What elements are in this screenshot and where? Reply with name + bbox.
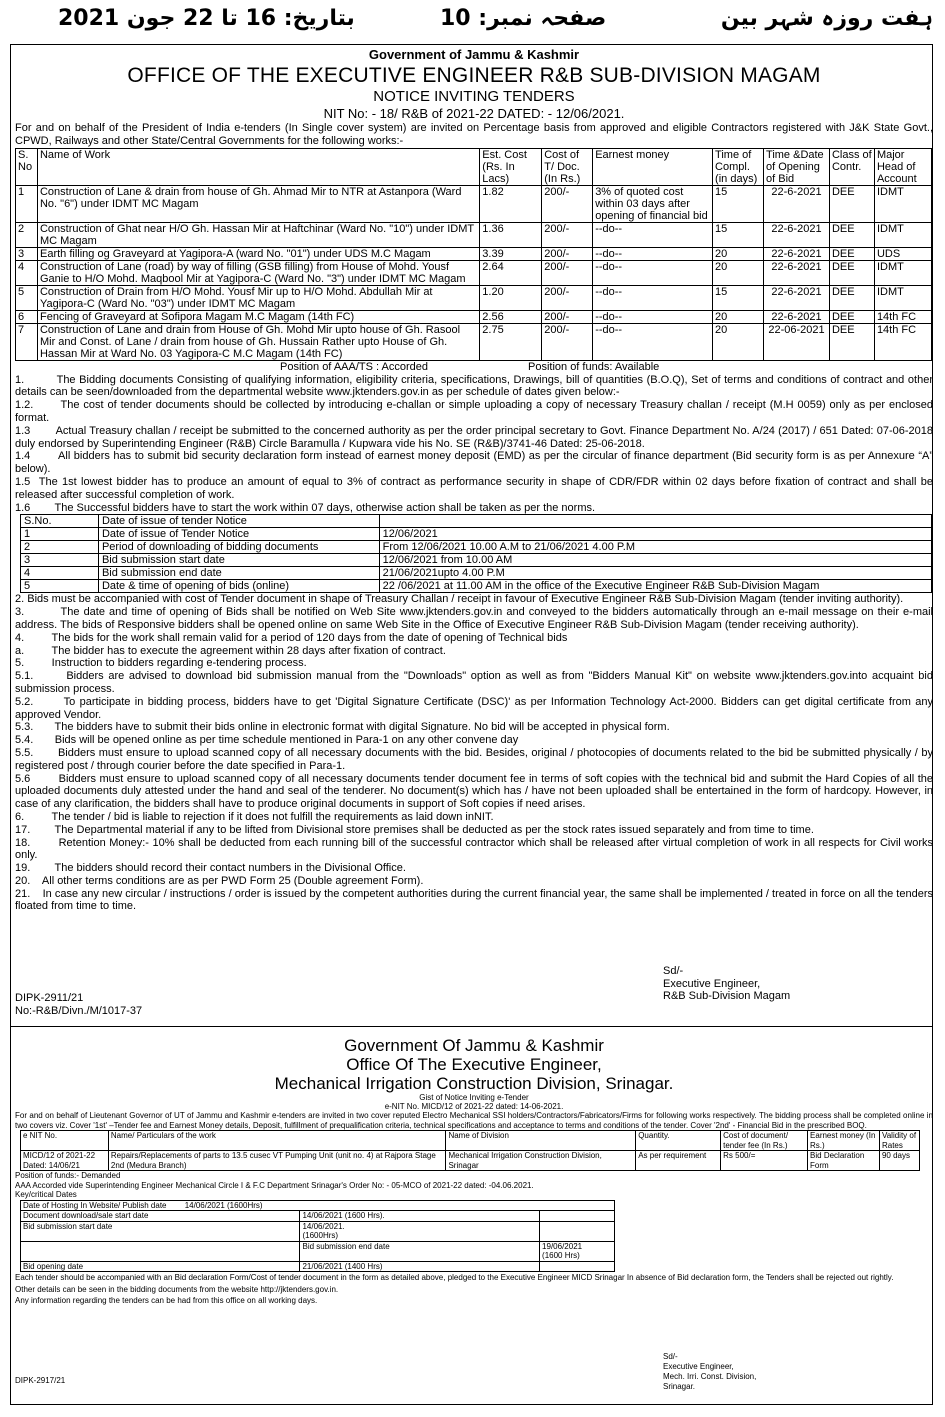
signature-line: Sd/- <box>663 965 684 977</box>
schedule-value: 12/06/2021 from 10.00 AM <box>379 554 931 567</box>
cell-opening-date: 22-6-2021 <box>764 310 830 323</box>
notice2-dipk: DIPK-2917/21 <box>15 1376 66 1385</box>
cell-sno: 2 <box>16 222 38 247</box>
cell-sno: 6 <box>16 310 38 323</box>
cell-earnest-money: --do-- <box>593 323 713 360</box>
schedule-label: Date of issue of Tender Notice <box>98 528 379 541</box>
open-value: 21/06/2021 (1400 Hrs) <box>300 1261 540 1272</box>
start-label: Bid submission start date <box>21 1221 300 1241</box>
notice2-key-dates: Key/critical Dates <box>15 1190 77 1199</box>
notice2-footer-1: Each tender should be accompanied with an Bid declaration Form/Cost of tender document in the form as detailed above, pledged to the Executive Engineer MICD Srinagar In absence of Bid declaration form, the Tenders shall be rejected out rightly. <box>15 1273 894 1282</box>
cell-head: 14th FC <box>874 310 931 323</box>
cell-doc-cost: 200/- <box>542 323 593 360</box>
cell-opening-date: 22-6-2021 <box>764 185 830 222</box>
n2-header-quantity: Quantity. <box>636 1131 721 1151</box>
cell-time: 20 <box>713 310 764 323</box>
cell-time: 15 <box>713 185 764 222</box>
open-label: Bid opening date <box>21 1261 300 1272</box>
cell-time: 20 <box>713 247 764 260</box>
cell-earnest-money: --do-- <box>593 247 713 260</box>
notice2-office: Office Of The Executive Engineer, <box>346 1055 602 1074</box>
header-opening-date: Time &Date of Opening of Bid <box>764 148 830 185</box>
n2-cell-earnest: Bid Declaration Form <box>808 1151 880 1171</box>
header-est-cost: Est. Cost (Rs. In Lacs) <box>480 148 542 185</box>
start-time: (1600Hrs) <box>302 1231 339 1240</box>
schedule-row <box>21 567 932 580</box>
n2-cell-quantity: As per requirement <box>636 1151 721 1171</box>
works-table-row <box>16 285 932 310</box>
notice1-nit-number: NIT No: - 18/ R&B of 2021-22 DATED: - 12/06/2021. <box>323 106 625 121</box>
notice1-government: Government of Jammu & Kashmir <box>368 47 580 62</box>
start-date: 14/06/2021. <box>302 1221 345 1231</box>
cell-opening-date: 22-6-2021 <box>764 260 830 285</box>
cell-class: DEE <box>829 310 874 323</box>
cell-sno: 4 <box>16 260 38 285</box>
n2-header-work: Name/ Particulars of the work <box>108 1131 446 1151</box>
cell-opening-date: 22-6-2021 <box>764 222 830 247</box>
cell-head: IDMT <box>874 285 931 310</box>
cell-doc-cost: 200/- <box>542 260 593 285</box>
signature-line: R&B Sub-Division Magam <box>663 990 791 1002</box>
position-line <box>15 361 933 374</box>
schedule-row <box>21 580 932 593</box>
header-name-of-work: Name of Work <box>37 148 479 185</box>
hosting-value: 14/06/2021 (1600Hrs) <box>184 1200 263 1210</box>
end-label: Bid submission end date <box>300 1241 540 1261</box>
paragraph: 1.5 The 1st lowest bidder has to produce an amount of equal to 3% of contract as performance security in shape of CDR/FDR within 02 days before fixation of contract and shall be released after successful completion of work. <box>15 475 937 501</box>
schedule-sno: 1 <box>21 528 99 541</box>
paragraph: 5.2. To participate in bidding process, bidders have to get 'Digital Signature Certificate (DSC)' as per Information Technology Act-2000. Bidders can get digital certificate from any approved Vendor. <box>15 695 937 721</box>
schedule-label: Date & time of opening of bids (online) <box>98 580 379 593</box>
cell-class: DEE <box>829 285 874 310</box>
cell-earnest-money: --do-- <box>593 285 713 310</box>
schedule-value: From 12/06/2021 10.00 A.M to 21/06/2021 4.00 P.M <box>379 541 931 554</box>
paragraph: 3. The date and time of opening of Bids shall be notified on Web Site www.jktenders.gov.in and conveyed to the bidders automatically through an e-mail message on their e-mail address. The bids of Responsive bidders shall be opened online on same Web Site in the Office of Executive Engineer R&B Sub-Division Magam (tender receiving authority). <box>15 606 937 631</box>
cell-time: 15 <box>713 285 764 310</box>
cell-name-of-work: Fencing of Graveyard at Sofipora Magam M.C Magam (14th FC) <box>37 310 479 323</box>
cell-class: DEE <box>829 247 874 260</box>
schedule-value: 12/06/2021 <box>379 528 931 541</box>
signature-line: Sd/- <box>663 1352 678 1361</box>
notice2-gist: Gist of Notice Inviting e-Tender <box>419 1093 529 1102</box>
notice1-nit-title: NOTICE INVITING TENDERS <box>373 88 575 105</box>
n2-header-doc-cost: Cost of document/ tender fee (In Rs.) <box>721 1131 808 1151</box>
n2-cell-division: Mechanical Irrigation Construction Division, Srinagar <box>446 1151 636 1171</box>
paragraph: 5. Instruction to bidders regarding e-tendering process. <box>15 657 307 670</box>
notice2-footer-2: Other details can be seen in the bidding documents from the website http://jktenders.gov.in. <box>15 1284 339 1294</box>
cell-est-cost: 3.39 <box>480 247 542 260</box>
paragraph: 1.3 Actual Treasury challan / receipt be submitted to the concerned authority as per the order principal secretary to Govt. Finance Department No. A/24 (2017) / 651 Dated: 07-06-2018 duly endorsed by Superintending Engineer (R&B) Circle Baramulla / Kupwara vide his No. SE (R&B)/3741-46 Dated: 25-06-2018. <box>15 424 937 450</box>
paragraph: 4. The bids for the work shall remain valid for a period of 120 days from the date of opening of Technical bids <box>15 631 568 644</box>
notice1-signature <box>663 965 790 1003</box>
cell-doc-cost: 200/- <box>542 222 593 247</box>
works-table-row <box>16 310 932 323</box>
signature-line: Mech. Irri. Const. Division, <box>663 1372 757 1381</box>
paragraph: 5.5. Bidders must ensure to upload scanned copy of all necessary documents with the bid. Besides, original / photocopies of documents related to the bid be submitted physically / by registered post / through courier before the date specified in Para-1. <box>15 746 937 772</box>
works-table-row <box>16 323 932 360</box>
cell-class: DEE <box>829 260 874 285</box>
n2-header-earnest: Earnest money (In Rs.) <box>808 1131 880 1151</box>
notice1-dipk <box>15 992 142 1017</box>
schedule-row <box>21 554 932 567</box>
paragraphs-part-2 <box>15 593 937 913</box>
paragraph: 5.1. Bidders are advised to download bid submission manual from the "Downloads" option as well as from "Bidders Manual Kit" on website www.jktenders.gov.into acquaint bid submission process. <box>15 670 937 695</box>
dates-row <box>21 1211 615 1222</box>
notice-micd-srinagar <box>15 1036 933 1404</box>
cell-earnest-money: --do-- <box>593 222 713 247</box>
notice2-funds: Position of funds:- Demanded <box>15 1171 121 1180</box>
reference-number: No:-R&B/Divn./M/1017-37 <box>15 1004 143 1017</box>
schedule-sno: 2 <box>21 541 99 554</box>
notice2-dates-table <box>20 1200 615 1273</box>
masthead-page-number: صفحہ نمبر: 10 <box>440 6 607 31</box>
cell-sno: 1 <box>16 185 38 222</box>
notice1-office-title: OFFICE OF THE EXECUTIVE ENGINEER R&B SUB-DIVISION MAGAM <box>127 64 821 87</box>
schedule-label: Bid submission start date <box>98 554 379 567</box>
notice2-table-row <box>21 1151 920 1171</box>
download-label: Document download/sale start date <box>21 1211 300 1222</box>
dates-row <box>21 1241 615 1261</box>
signature-line: Executive Engineer, <box>663 1362 734 1371</box>
n2-cell-validity: 90 days <box>879 1151 919 1171</box>
notice-separator <box>10 1026 933 1027</box>
cell-sno: 7 <box>16 323 38 360</box>
position-funds: Position of funds: Available <box>528 360 660 373</box>
paragraph: 17. The Departmental material if any to be lifted from Divisional store premises shall be deducted as per the stock rates issued separately and from time to time. <box>15 823 814 836</box>
cell-est-cost: 2.56 <box>480 310 542 323</box>
paragraph: a. The bidder has to execute the agreement within 28 days after fixation of contract. <box>15 644 446 657</box>
cell-doc-cost: 200/- <box>542 247 593 260</box>
paragraph: 19. The bidders should record their contact numbers in the Divisional Office. <box>15 862 406 875</box>
notice2-aaa: AAA Accorded vide Superintending Engineer Mechanical Circle I & F.C Department Srinagar's Order No: - 05-MCO of 2021-22 dated: -04.06.2021. <box>15 1180 534 1190</box>
schedule-row <box>21 541 932 554</box>
works-table-row <box>16 260 932 285</box>
masthead-date: بتاریخ: 16 تا 22 جون 2021 <box>58 6 355 31</box>
cell-est-cost: 1.20 <box>480 285 542 310</box>
cell-class: DEE <box>829 323 874 360</box>
cell-class: DEE <box>829 222 874 247</box>
cell-doc-cost: 200/- <box>542 185 593 222</box>
cell-name-of-work: Construction of Lane & drain from house of Gh. Ahmad Mir to NTR at Astanpora (Ward No. "6") under IDMT MC Magam <box>37 185 479 222</box>
cell-opening-date: 22-6-2021 <box>764 247 830 260</box>
schedule-table <box>20 514 932 593</box>
cell-est-cost: 1.36 <box>480 222 542 247</box>
cell-earnest-money: --do-- <box>593 310 713 323</box>
cell-earnest-money: --do-- <box>593 260 713 285</box>
masthead <box>0 0 945 44</box>
dipk-number: DIPK-2911/21 <box>15 992 84 1004</box>
paragraph: 6. The tender / bid is liable to rejection if it does not fulfill the requirements as laid down inNIT. <box>15 810 494 823</box>
cell-head: IDMT <box>874 185 931 222</box>
paragraph: 18. Retention Money:- 10% shall be deducted from each running bill of the successful contractor which shall be released after virtual completion of work in all respects for Civil works only. <box>15 836 937 862</box>
works-table-row <box>16 222 932 247</box>
cell-opening-date: 22-06-2021 <box>764 323 830 360</box>
n2-header-enit: e NIT No. <box>21 1131 109 1151</box>
cell-head: UDS <box>874 247 931 260</box>
cell-head: IDMT <box>874 222 931 247</box>
n2-cell-doc-cost: Rs 500/= <box>721 1151 808 1171</box>
paragraphs-part-1 <box>15 373 937 515</box>
dates-hosting <box>21 1200 615 1211</box>
header-sno: S. No <box>16 148 38 185</box>
cell-time: 20 <box>713 260 764 285</box>
header-time-completion: Time of Compl. (in days) <box>713 148 764 185</box>
notice-rb-magam <box>15 47 937 1060</box>
dates-row <box>21 1261 615 1272</box>
notice2-division: Mechanical Irrigation Construction Division, Srinagar. <box>274 1074 674 1093</box>
notice2-enit-number: e-NIT No. MICD/12 of 2021-22 dated: 14-06-2021. <box>384 1102 564 1111</box>
notice2-government: Government Of Jammu & Kashmir <box>344 1036 604 1055</box>
schedule-header-row <box>21 515 932 528</box>
download-value: 14/06/2021 (1600 Hrs). <box>300 1211 540 1222</box>
start-value <box>300 1221 540 1241</box>
schedule-value: 21/06/2021upto 4.00 P.M <box>379 567 931 580</box>
cell-time: 20 <box>713 323 764 360</box>
cell-name-of-work: Construction of Drain from H/O Mohd. Yousf Mir up to H/O Mohd. Abdullah Mir at Yagipora-C (Ward No. "03") under IDMT MC Magam <box>37 285 479 310</box>
cell-head: 14th FC <box>874 323 931 360</box>
cell-name-of-work: Construction of Lane (road) by way of filling (GSB filling) from House of Mohd. Yousf Ganie to H/O Mohd. Maqbool Mir at Yagipora-C (Ward No. "3") under IDMT MC Magam <box>37 260 479 285</box>
hosting-label: Date of Hosting In Website/ Publish date <box>23 1200 167 1210</box>
paragraph: 20. All other terms conditions are as per PWD Form 25 (Double agreement Form). <box>15 874 424 887</box>
cell-earnest-money: 3% of quoted cost within 03 days after opening of financial bid <box>593 185 713 222</box>
signature-line: Executive Engineer, <box>663 977 761 990</box>
n2-header-validity: Validity of Rates <box>879 1131 919 1151</box>
dates-row <box>21 1200 615 1211</box>
end-date: 19/06/2021 <box>542 1241 583 1251</box>
cell-sno: 3 <box>16 247 38 260</box>
schedule-label: Bid submission end date <box>98 567 379 580</box>
paragraph: 21. In case any new circular / instructions / order is issued by the competent authorities during the current financial year, the same shall be implemented / treated in force on all the tenders floated from time to time. <box>15 887 937 913</box>
schedule-header-sno: S.No. <box>21 515 99 528</box>
dates-row <box>21 1221 615 1241</box>
cell-class: DEE <box>829 185 874 222</box>
header-head-account: Major Head of Account <box>874 148 931 185</box>
header-earnest-money: Earnest money <box>593 148 713 185</box>
cell-name-of-work: Earth filling og Graveyard at Yagipora-A (ward No. "01") under UDS M.C Magam <box>37 247 479 260</box>
notice2-intro: For and on behalf of Lieutenant Governor of UT of Jammu and Kashmir e-tenders are invited in two cover reputed Electro Mechanical SSI holders/Contractors/Fabricators/Firms for following works respectively. The bidding process shall be completed online in two covers viz. Cover '1st' –Tender fee and Earnest Money details, Deposit, fulfillment of prequalification criteria, technical specifications and acceptance to terms and conditions of the tender. Cover '2nd' - Financial Bid in the prescribed BOQ. <box>15 1111 933 1130</box>
position-aaa: Position of AAA/TS : Accorded <box>280 360 428 373</box>
paragraph: 5.6 Bidders must ensure to upload scanned copy of all necessary documents tender document fee in terms of soft copies with the technical bid and submit the Hard Copies of all the uploaded documents duly attested under the hand and seal of the tenderer. No document(s) which has / have not been uploaded shall be entertained in the form of hardcopy. However, in case of any clarification, the bidders shall have to produce original documents in support of Soft copies if need arises. <box>15 772 937 811</box>
schedule-sno: 4 <box>21 567 99 580</box>
cell-doc-cost: 200/- <box>542 285 593 310</box>
header-doc-cost: Cost of T/ Doc. (In Rs.) <box>542 148 593 185</box>
cell-doc-cost: 200/- <box>542 310 593 323</box>
n2-header-division: Name of Division <box>446 1131 636 1151</box>
paragraph: 1.2. The cost of tender documents should be collected by introducing e-challan or simple uploading a copy of necessary Treasury challan / receipt (M.H 0059) only as per enclosed format. <box>15 399 937 424</box>
cell-est-cost: 2.64 <box>480 260 542 285</box>
end-time: (1600 Hrs) <box>542 1251 580 1260</box>
n2-cell-enit: MICD/12 of 2021-22 Dated: 14/06/21 <box>21 1151 109 1171</box>
notice2-footer-3: Any information regarding the tenders can be had from this office on all working days. <box>15 1296 318 1305</box>
n2-cell-work: Repairs/Replacements of parts to 13.5 cusec VT Pumping Unit (unit no. 4) at Rajpora Stage 2nd (Medura Branch) <box>108 1151 446 1171</box>
signature-line: Srinagar. <box>663 1382 696 1391</box>
paragraph: 5.3. The bidders have to submit their bids online in electronic format with digital Signature. No bid will be accepted in physical form. <box>15 721 670 734</box>
paragraph: 1.6 The Successful bidders have to start the work within 07 days, otherwise action shall be taken as per the norms. <box>15 501 596 514</box>
works-table-header <box>16 148 932 185</box>
cell-est-cost: 2.75 <box>480 323 542 360</box>
notice2-works-table <box>20 1130 920 1171</box>
header-class: Class of Contr. <box>829 148 874 185</box>
cell-time: 15 <box>713 222 764 247</box>
schedule-sno: 5 <box>21 580 99 593</box>
notice1-intro: For and on behalf of the President of India e-tenders (In Single cover system) are invited on Percentage basis from approved and eligible Contractors registered with J&K State Govt., CPWD, Railways and other State/Central Governments for the following works:- <box>15 122 933 147</box>
schedule-label: Period of downloading of bidding documents <box>98 541 379 554</box>
works-table-row <box>16 247 932 260</box>
paragraph: 5.4. Bids will be opened online as per time schedule mentioned in Para-1 on any other convene day <box>15 734 519 747</box>
schedule-value: 22 /06/2021 at 11.00 AM in the office of the Executive Engineer R&B Sub-Division Magam <box>379 580 931 593</box>
works-table <box>15 148 932 361</box>
paragraph: 2. Bids must be accompanied with cost of Tender document in shape of Treasury Challan / receipt in favour of Executive Engineer R&B Sub-Division Magam (tender inviting authority). <box>15 593 904 606</box>
notice2-table-header <box>21 1131 920 1151</box>
works-table-row <box>16 185 932 222</box>
cell-opening-date: 22-6-2021 <box>764 285 830 310</box>
schedule-header-value <box>379 515 931 528</box>
cell-name-of-work: Construction of Ghat near H/O Gh. Hassan Mir at Haftchinar (Ward No. "10") under IDMT MC Magam <box>37 222 479 247</box>
notice2-signature <box>663 1352 756 1392</box>
paragraph: 1.4 All bidders has to submit bid security declaration form instead of earnest money deposit (EMD) as per the circular of finance department (Bid security form is as per Annexure “A” below). <box>15 450 937 476</box>
schedule-header-label: Date of issue of tender Notice <box>98 515 379 528</box>
cell-name-of-work: Construction of Lane and drain from House of Gh. Mohd Mir upto house of Gh. Rasool Mir and Const. of Lane / drain from house of Gh. Hussain Rather upto House of Gh. Hassan Mir at Ward No. 03 Yagipora-C M.C Magam (14th FC) <box>37 323 479 360</box>
end-value <box>540 1241 615 1261</box>
schedule-row <box>21 528 932 541</box>
cell-est-cost: 1.82 <box>480 185 542 222</box>
cell-head: IDMT <box>874 260 931 285</box>
cell-sno: 5 <box>16 285 38 310</box>
schedule-sno: 3 <box>21 554 99 567</box>
paragraph: 1. The Bidding documents Consisting of qualifying information, eligibility criteria, specifications, Drawings, bill of quantities (B.O.Q), Set of terms and conditions of contract and other details can be seen/downloaded from the departmental website www.jktenders.gov.in as per schedule of dates given below:- <box>15 373 937 399</box>
masthead-newspaper-name: ہفت روزہ شہر بین <box>720 6 933 31</box>
